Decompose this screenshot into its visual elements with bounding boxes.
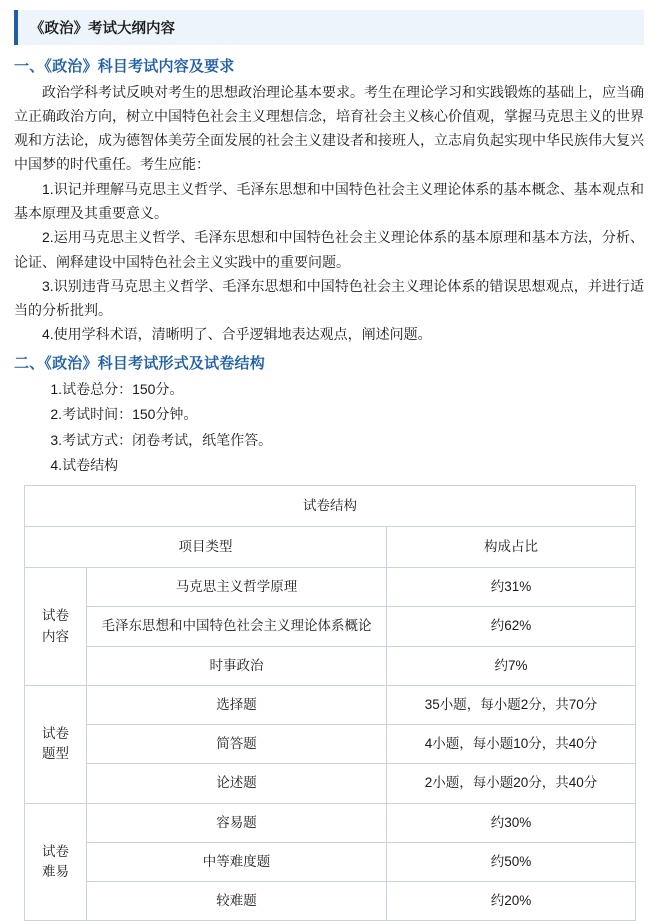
row-share: 4小题，每小题10分，共40分: [387, 725, 636, 764]
row-share: 35小题，每小题2分，共70分: [387, 685, 636, 724]
section-two-item-3: 3.考试方式：闭卷考试，纸笔作答。: [50, 431, 273, 448]
row-share: 约30%: [387, 803, 636, 842]
table-row: [25, 685, 636, 724]
row-type: 中等难度题: [87, 842, 387, 881]
row-type: 时事政治: [87, 646, 387, 685]
row-share: 约31%: [387, 568, 636, 607]
column-header-share: 构成占比: [387, 526, 636, 567]
section-one: [14, 55, 644, 346]
group-label-line: 内容: [42, 628, 69, 644]
row-type: 毛泽东思想和中国特色社会主义理论体系概论: [87, 607, 387, 646]
table-title: 试卷结构: [25, 485, 636, 526]
section-one-item-2: 2.运用马克思主义哲学、毛泽东思想和中国特色社会主义理论体系的基本原理和基本方法，分析、论证、阐释建设中国特色社会主义实践中的重要问题。: [14, 229, 644, 270]
row-type: 论述题: [87, 764, 387, 803]
section-two-item-1: 1.试卷总分：150分。: [50, 380, 184, 397]
column-header-type: 项目类型: [25, 526, 387, 567]
group-label-line: 难易: [42, 864, 69, 880]
section-two-item-4: 4.试卷结构: [50, 457, 119, 474]
group-label-difficulty: [25, 803, 87, 921]
table-row: [25, 607, 636, 646]
group-label-content: [25, 568, 87, 686]
group-label-line: 题型: [42, 746, 69, 762]
row-type: 容易题: [87, 803, 387, 842]
table-row: [25, 646, 636, 685]
row-share: 约7%: [387, 646, 636, 685]
table-row: [25, 842, 636, 881]
group-label-questiontype: [25, 685, 87, 803]
page-title: 《政治》考试大纲内容: [30, 21, 175, 37]
section-two-item-2: 2.考试时间：150分钟。: [50, 406, 198, 423]
table-title-row: [25, 485, 636, 526]
group-label-line: 试卷: [42, 608, 69, 624]
exam-structure-table-wrapper: [14, 485, 644, 921]
group-label-line: 试卷: [42, 843, 69, 859]
page-title-banner: [14, 10, 644, 45]
group-label-line: 试卷: [42, 726, 69, 742]
section-one-item-1: 1.识记并理解马克思主义哲学、毛泽东思想和中国特色社会主义理论体系的基本概念、基本观点和基本原理及其重要意义。: [14, 181, 644, 222]
row-type: 选择题: [87, 685, 387, 724]
section-one-item-3: 3.识别违背马克思主义哲学、毛泽东思想和中国特色社会主义理论体系的错误思想观点，并进行适当的分析批判。: [14, 277, 644, 318]
row-share: 2小题，每小题20分，共40分: [387, 764, 636, 803]
table-row: [25, 764, 636, 803]
section-two-heading: 二、《政治》科目考试形式及试卷结构: [14, 354, 265, 372]
section-one-paragraph: 政治学科考试反映对考生的思想政治理论基本要求。考生在理论学习和实践锻炼的基础上，应当确立正确政治方向，树立中国特色社会主义理想信念，培育社会主义核心价值观，掌握马克思主义的世界观和方法论，成为德智体美劳全面发展的社会主义建设者和接班人，立志肩负起实现中华民族伟大复兴中国梦的时代重任。考生应能：: [14, 84, 644, 173]
table-header-row: [25, 526, 636, 567]
table-row: [25, 568, 636, 607]
row-type: 简答题: [87, 725, 387, 764]
section-one-heading: 一、《政治》科目考试内容及要求: [14, 58, 235, 75]
row-share: 约50%: [387, 842, 636, 881]
row-share: 约62%: [387, 607, 636, 646]
table-row: [25, 803, 636, 842]
table-row: [25, 725, 636, 764]
exam-structure-table: [24, 485, 636, 921]
row-share: 约20%: [387, 882, 636, 921]
section-two: [14, 352, 644, 479]
table-row: [25, 882, 636, 921]
row-type: 马克思主义哲学原理: [87, 568, 387, 607]
section-one-item-4: 4.使用学科术语，清晰明了、合乎逻辑地表达观点，阐述问题。: [42, 325, 432, 342]
row-type: 较难题: [87, 882, 387, 921]
